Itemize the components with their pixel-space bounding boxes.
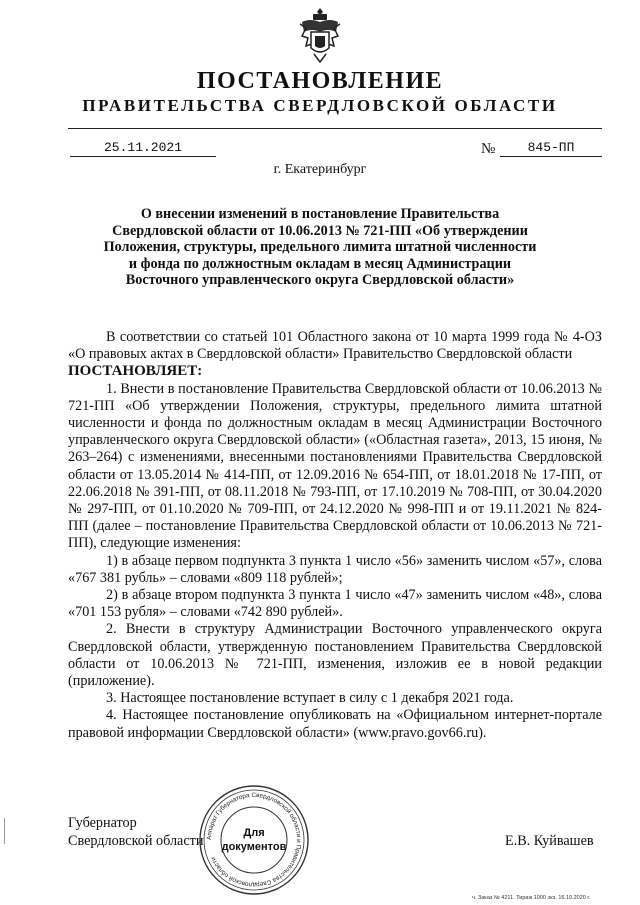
signatory-name: Е.В. Куйвашев	[505, 833, 594, 849]
margin-mark	[4, 818, 5, 844]
signatory-position-line-2: Свердловской области	[68, 832, 204, 849]
header-divider	[68, 128, 602, 129]
stamp-center-line-1: Для	[243, 827, 265, 839]
item-3-paragraph: 3. Настоящее постановление вступает в силу с 1 декабря 2021 года.	[106, 690, 514, 707]
item-4-paragraph: 4. Настоящее постановление опубликовать на «Официальном интернет-портале правовой информации Свердловской области» (www.pravo.gov66.ru).	[68, 707, 602, 741]
item-1-2-paragraph: 2) в абзаце втором подпункта 3 пункта 1 число «47» заменить числом «48», слова «701 153 рубля» – словами «742 890 рублей».	[68, 587, 602, 621]
document-type-heading: ПОСТАНОВЛЕНИЕ	[196, 68, 444, 94]
stamp-ring-text: Аппарат Губернатора Свердловской области и Правительства Свердловской области	[205, 791, 303, 889]
signatory-position-line-1: Губернатор	[68, 815, 137, 831]
city-line: г. Екатеринбург	[273, 162, 367, 177]
stamp-center-line-2: документов	[221, 841, 287, 853]
item-2-paragraph: 2. Внести в структуру Администрации Восточного управленческого округа Свердловской области, утвержденную постановлением Правительства Свердловской области от 10.06.2013 № 721-ПП, изменения, изложив ее в новой редакции (приложение).	[68, 621, 602, 690]
document-number: 845-ПП	[500, 140, 602, 157]
number-sign: №	[481, 141, 496, 157]
item-1-1-paragraph: 1) в абзаце первом подпункта 3 пункта 1 число «56» заменить числом «57», слова «767 381 рубль» – словами «809 118 рублей»;	[68, 552, 602, 586]
document-body	[68, 329, 602, 742]
coat-of-arms-icon	[298, 6, 342, 64]
issuer-heading: ПРАВИТЕЛЬСТВА СВЕРДЛОВСКОЙ ОБЛАСТИ	[82, 96, 558, 115]
preamble-paragraph: В соответствии со статьей 101 Областного закона от 10 марта 1999 года № 4-ОЗ «О правовых актах в Свердловской области» Правительство Свердловской области	[68, 329, 602, 363]
print-footer: ч. Заказ № 4211. Тираж 1000 экз. 16.10.2020 г.	[472, 895, 591, 901]
item-1-paragraph: 1. Внести в постановление Правительства Свердловской области от 10.06.2013 № 721-ПП «Об утверждении Положения, структуры, предельного лимита штатной численности и фонда по должностным окладам в месяц Администрации Восточного управленческого округа Свердловской области» («Областная газета», 2013, 15 июня, № 263–264) с изменениями, внесенными постановлениями Правительства Свердловской области от 13.05.2014 № 414-ПП, от 12.09.2016 № 654-ПП, от 18.01.2018 № 17-ПП, от 22.06.2018 № 391-ПП, от 08.11.2018 № 793-ПП, от 17.10.2019 № 708-ПП, от 30.04.2020 № 297-ПП, от 01.10.2020 № 709-ПП, от 24.12.2020 № 998-ПП и от 19.11.2021 № 824-ПП (далее – постановление Правительства Свердловской области от 10.06.2013 № 721-ПП), следующие изменения:	[68, 380, 602, 552]
document-title: О внесении изменений в постановление Правительства Свердловской области от 10.06.2013 № 721-ПП «Об утверждении Положения, структуры, предельного лимита штатной численности и фонда по должностным окладам в месяц Администрации Восточного управленческого округа Свердловской области»	[103, 206, 537, 288]
official-stamp	[198, 784, 310, 896]
resolves-heading: ПОСТАНОВЛЯЕТ:	[68, 363, 203, 380]
document-date: 25.11.2021	[70, 140, 216, 157]
signatory-position	[68, 815, 203, 850]
